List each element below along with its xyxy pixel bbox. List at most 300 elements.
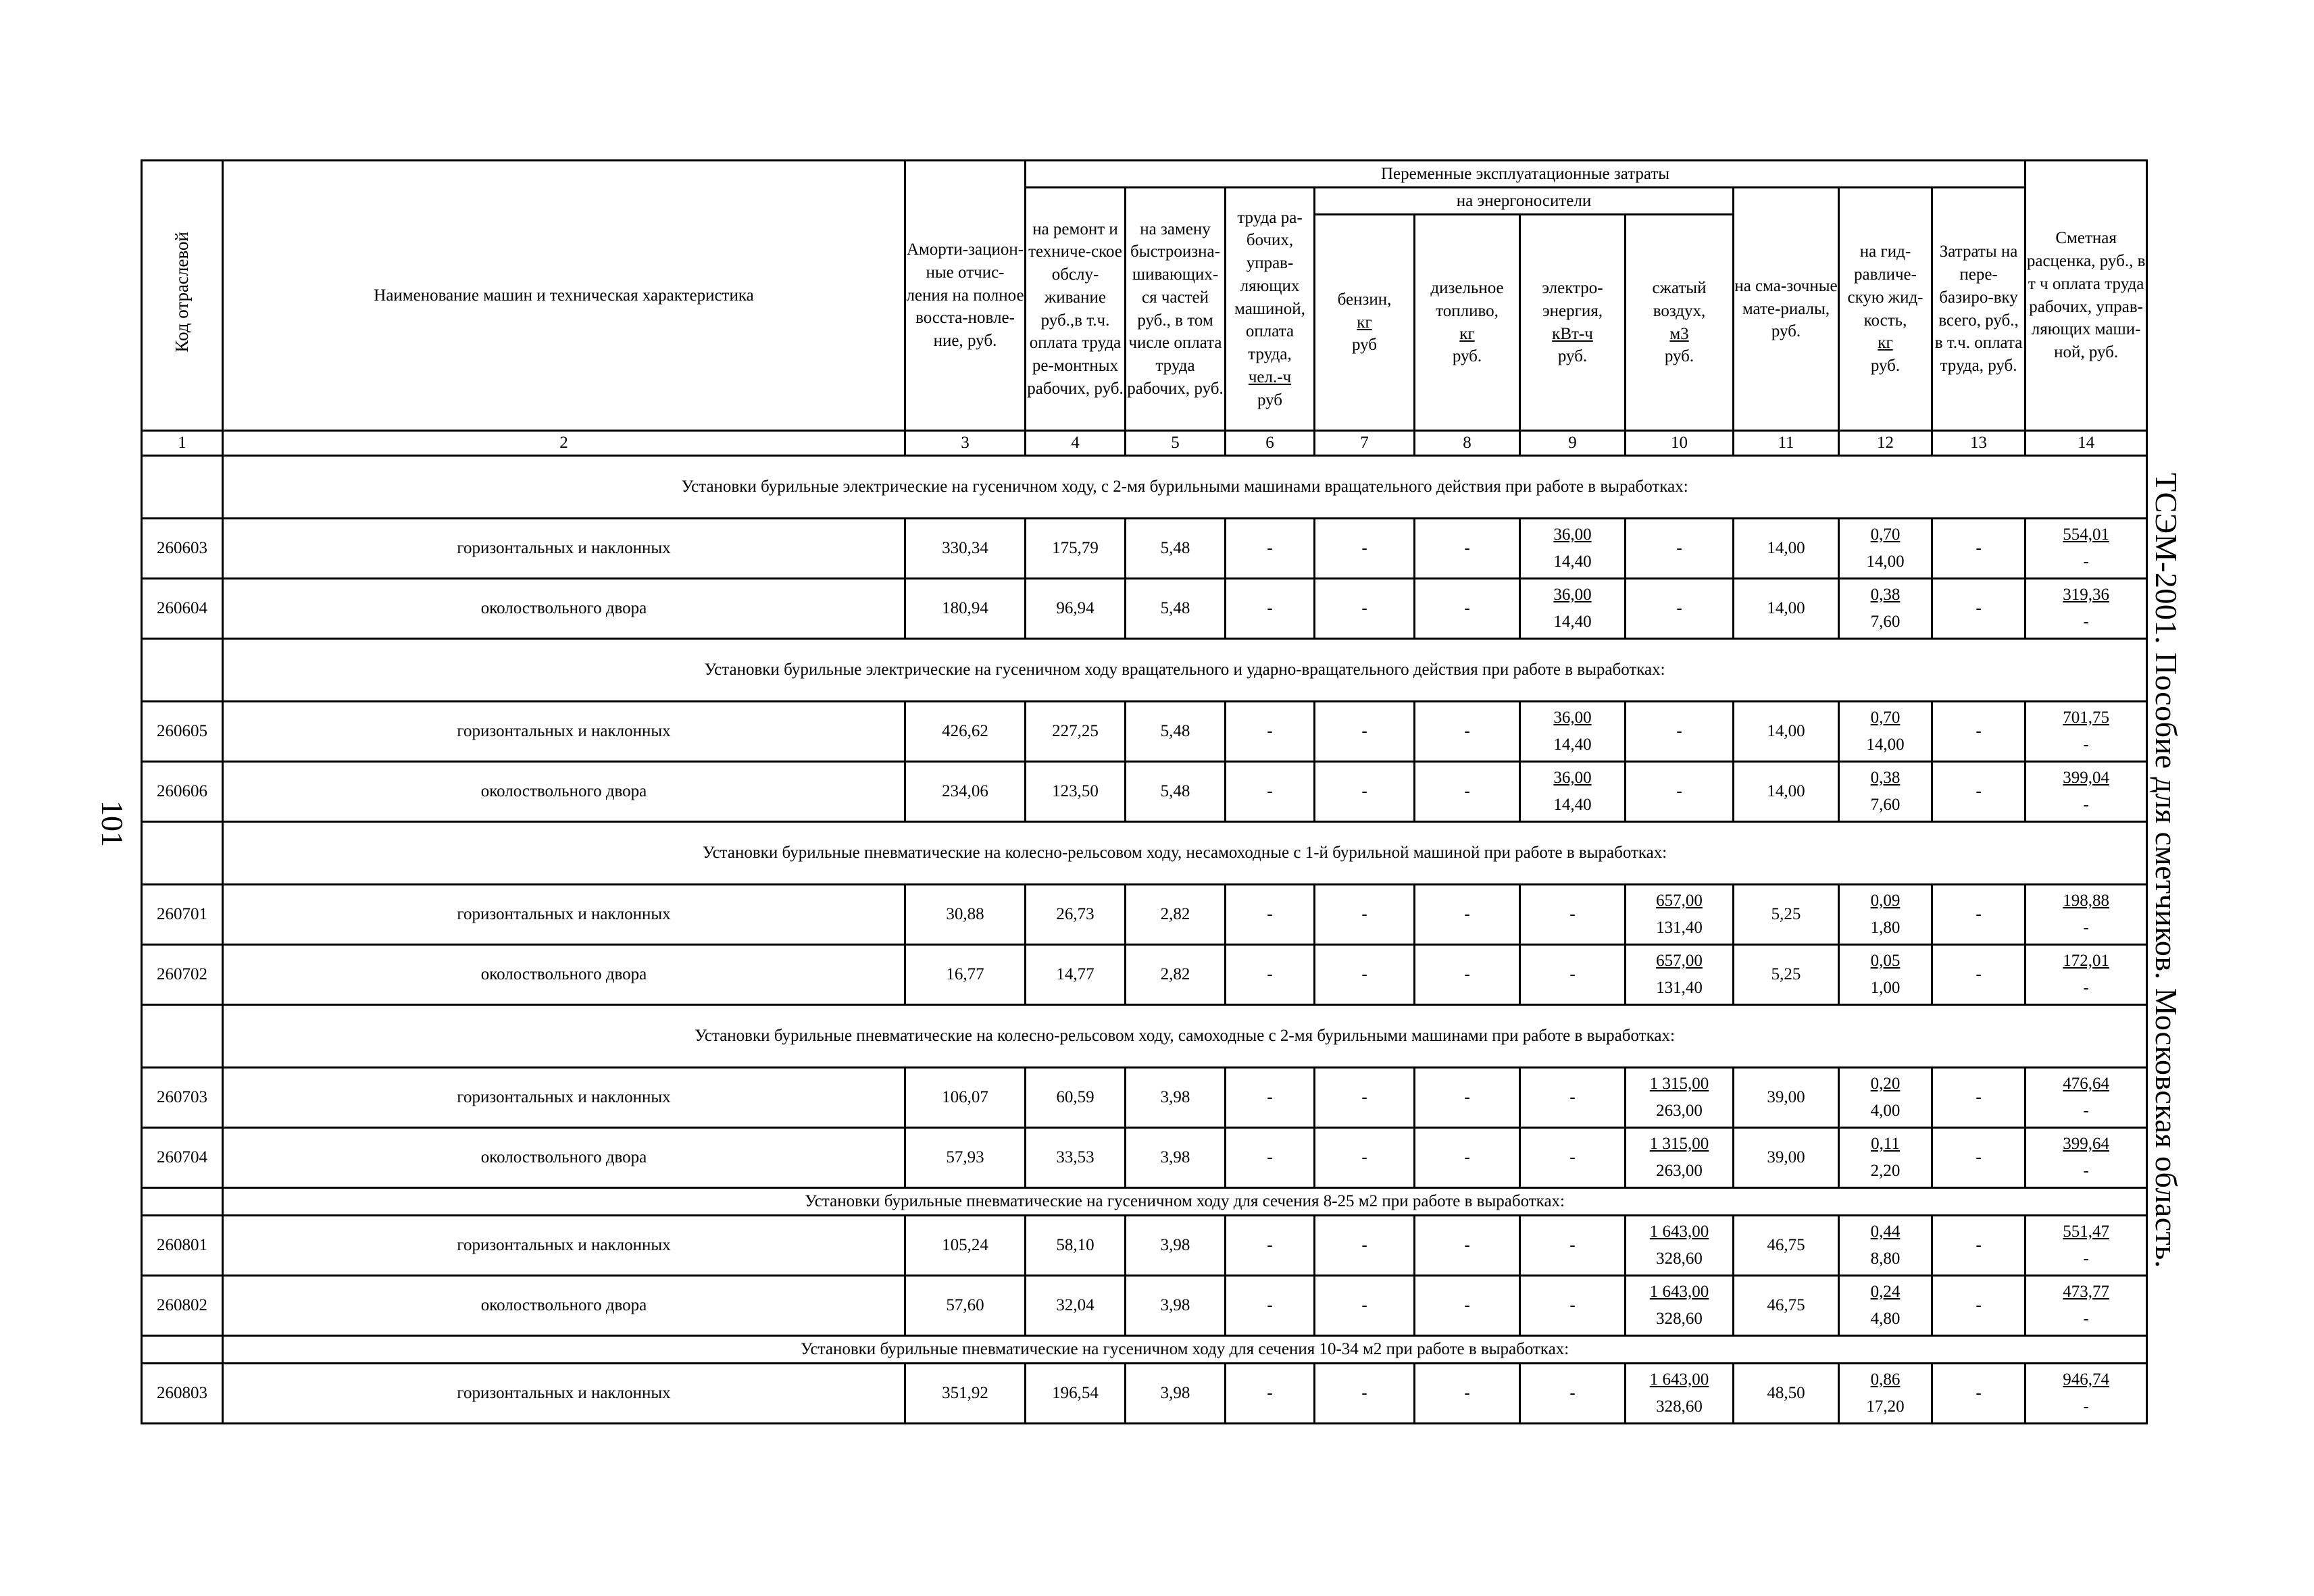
cell-wear-parts: 2,82 <box>1126 884 1226 944</box>
cell-estimate-bottom: - <box>2083 918 2089 937</box>
cell-relocation: - <box>1932 701 2026 761</box>
cell-labor: - <box>1226 1363 1315 1423</box>
cell-electricity-top: 36,00 <box>1553 768 1592 787</box>
table-row <box>142 518 2147 578</box>
cell-estimate-top: 476,64 <box>2063 1074 2109 1093</box>
cell-hydraulic-top: 0,44 <box>1870 1222 1901 1241</box>
cell-hydraulic-fraction <box>1871 1131 1901 1185</box>
cell-electricity-fraction <box>1569 961 1575 988</box>
cell-labor: - <box>1226 884 1315 944</box>
cell-electricity <box>1520 1067 1626 1127</box>
cell-estimate-fraction <box>2063 704 2109 758</box>
cell-diesel: - <box>1415 884 1520 944</box>
cell-wear-parts: 5,48 <box>1126 701 1226 761</box>
cell-electricity <box>1520 1215 1626 1275</box>
cell-diesel: - <box>1415 1127 1520 1187</box>
cell-hydraulic <box>1839 701 1932 761</box>
cell-estimate-bottom: - <box>2083 735 2089 754</box>
table-row <box>142 884 2147 944</box>
table-row <box>142 1127 2147 1187</box>
cell-amortization: 57,60 <box>905 1275 1026 1335</box>
cell-amortization: 330,34 <box>905 518 1026 578</box>
cell-labor: - <box>1226 701 1315 761</box>
cell-hydraulic-bottom: 2,20 <box>1870 1161 1901 1180</box>
header-electricity: электро-энергия, кВт-ч руб. <box>1520 215 1626 431</box>
cell-compressed-air <box>1626 518 1734 578</box>
cell-lubricants: 14,00 <box>1734 578 1839 638</box>
cell-compressed-air-top: 657,00 <box>1656 951 1703 970</box>
cell-estimate-fraction <box>2063 1071 2109 1125</box>
header-estimate: Сметная расценка, руб., в т ч оплата труда рабочих, управ-ляющих маши- ной, руб. <box>2026 161 2147 431</box>
cell-hydraulic-bottom: 1,80 <box>1870 918 1901 937</box>
cell-electricity-top: - <box>1569 1087 1576 1106</box>
cell-repair: 14,77 <box>1026 944 1126 1004</box>
cell-compressed-air <box>1626 578 1734 638</box>
cell-hydraulic-bottom: 14,00 <box>1866 552 1905 571</box>
cell-hydraulic-bottom: 17,20 <box>1866 1397 1905 1416</box>
cell-name: околоствольного двора <box>223 761 905 821</box>
section-header-row <box>142 1335 2147 1363</box>
header-gasoline: бензин, кг руб <box>1315 215 1415 431</box>
cell-compressed-air-bottom: 328,60 <box>1656 1249 1703 1268</box>
cell-estimate-bottom: - <box>2083 612 2089 631</box>
cell-estimate-fraction <box>2063 887 2109 942</box>
cell-compressed-air-fraction <box>1656 887 1703 942</box>
cell-hydraulic-fraction <box>1871 1218 1901 1272</box>
cell-compressed-air-top: 1 315,00 <box>1649 1134 1709 1153</box>
table-row <box>142 578 2147 638</box>
cell-hydraulic-fraction <box>1866 704 1904 758</box>
cell-hydraulic-fraction <box>1871 887 1901 942</box>
cell-hydraulic-bottom: 14,00 <box>1866 735 1905 754</box>
cell-name: горизонтальных и наклонных <box>223 1363 905 1423</box>
header-diesel: дизельное топливо, кг руб. <box>1415 215 1520 431</box>
cell-labor: - <box>1226 518 1315 578</box>
cell-estimate-top: 319,36 <box>2063 585 2109 604</box>
cell-lubricants: 14,00 <box>1734 761 1839 821</box>
cell-gasoline: - <box>1315 1275 1415 1335</box>
cell-compressed-air-top: 1 315,00 <box>1649 1074 1709 1093</box>
cell-gasoline: - <box>1315 1067 1415 1127</box>
cell-diesel: - <box>1415 518 1520 578</box>
cell-repair: 26,73 <box>1026 884 1126 944</box>
cell-name: околоствольного двора <box>223 578 905 638</box>
cell-gasoline: - <box>1315 1215 1415 1275</box>
cell-amortization: 30,88 <box>905 884 1026 944</box>
col-number: 5 <box>1126 431 1226 456</box>
cell-hydraulic-top: 0,09 <box>1870 891 1901 910</box>
cell-name: околоствольного двора <box>223 1275 905 1335</box>
cell-compressed-air-fraction <box>1676 595 1682 622</box>
section-code-cell <box>142 1004 223 1067</box>
cell-hydraulic <box>1839 884 1932 944</box>
cell-hydraulic-top: 0,11 <box>1871 1134 1900 1153</box>
cell-compressed-air-top: - <box>1676 598 1682 617</box>
cell-labor: - <box>1226 944 1315 1004</box>
cell-estimate <box>2026 1363 2147 1423</box>
header-code: Код отраслевой <box>142 161 223 431</box>
cell-lubricants: 46,75 <box>1734 1275 1839 1335</box>
cell-repair: 58,10 <box>1026 1215 1126 1275</box>
cell-wear-parts: 2,82 <box>1126 944 1226 1004</box>
cell-diesel: - <box>1415 944 1520 1004</box>
cell-electricity-fraction <box>1553 521 1591 575</box>
cell-compressed-air-fraction <box>1650 1366 1709 1420</box>
header-wear-parts: на замену быстроизна-шивающих-ся частей руб., в том числе оплата труда рабочих, руб. <box>1126 188 1226 431</box>
cell-electricity-bottom: 14,40 <box>1553 612 1592 631</box>
cell-relocation: - <box>1932 944 2026 1004</box>
cell-electricity-fraction <box>1553 582 1591 636</box>
header-hydraulic: на гид-равличе-скую жид-кость, кг руб. <box>1839 188 1932 431</box>
cell-code: 260801 <box>142 1215 223 1275</box>
cell-estimate-top: 198,88 <box>2063 891 2109 910</box>
cell-repair: 33,53 <box>1026 1127 1126 1187</box>
header-relocation: Затраты на пере-базиро-вку всего, руб., в т.ч. оплата труда, руб. <box>1932 188 2026 431</box>
cell-hydraulic-bottom: 7,60 <box>1870 795 1901 814</box>
cell-estimate <box>2026 1275 2147 1335</box>
cell-name: горизонтальных и наклонных <box>223 701 905 761</box>
header-lubricants: на сма-зочные мате-риалы, руб. <box>1734 188 1839 431</box>
cell-hydraulic-fraction <box>1871 1071 1901 1125</box>
cell-code: 260604 <box>142 578 223 638</box>
cell-compressed-air <box>1626 944 1734 1004</box>
cell-hydraulic-top: 0,38 <box>1870 585 1901 604</box>
col-number: 8 <box>1415 431 1520 456</box>
cell-wear-parts: 5,48 <box>1126 578 1226 638</box>
cell-electricity-top: 36,00 <box>1553 585 1592 604</box>
col-number: 4 <box>1026 431 1126 456</box>
cell-compressed-air-fraction <box>1676 778 1682 805</box>
header-amortization: Аморти-зацион-ные отчис-ления на полное восста-новле-ние, руб. <box>905 161 1026 431</box>
cell-lubricants: 14,00 <box>1734 701 1839 761</box>
cell-estimate-top: 399,04 <box>2063 768 2109 787</box>
cell-amortization: 16,77 <box>905 944 1026 1004</box>
cell-gasoline: - <box>1315 761 1415 821</box>
cell-electricity <box>1520 1275 1626 1335</box>
cell-estimate <box>2026 1127 2147 1187</box>
cell-estimate <box>2026 944 2147 1004</box>
section-code-cell <box>142 455 223 518</box>
cell-hydraulic <box>1839 1067 1932 1127</box>
table-row <box>142 1275 2147 1335</box>
cell-compressed-air-fraction <box>1676 535 1682 562</box>
cell-code: 260603 <box>142 518 223 578</box>
cell-electricity-fraction <box>1569 1084 1575 1111</box>
col-number: 2 <box>223 431 905 456</box>
col-number: 7 <box>1315 431 1415 456</box>
cell-estimate-top: 554,01 <box>2063 525 2109 544</box>
cell-gasoline: - <box>1315 701 1415 761</box>
cell-electricity <box>1520 1363 1626 1423</box>
cell-hydraulic-bottom: 4,80 <box>1870 1309 1901 1328</box>
cell-electricity-top: - <box>1569 964 1576 983</box>
cell-lubricants: 14,00 <box>1734 518 1839 578</box>
cell-compressed-air-fraction <box>1650 1131 1709 1185</box>
cell-estimate-fraction <box>2063 1218 2109 1272</box>
cell-lubricants: 5,25 <box>1734 944 1839 1004</box>
section-title: Установки бурильные пневматические на колесно-рельсовом ходу, самоходные с 2-мя бурильными машинами при работе в выработках: <box>223 1004 2147 1067</box>
cell-hydraulic-fraction <box>1866 521 1904 575</box>
side-title: ТСЭМ-2001. Пособие для сметчиков. Московская область. <box>2149 473 2184 1268</box>
section-code-cell <box>142 1187 223 1215</box>
header-labor: труда ра-бочих, управ-ляющих машиной, оплата труда, чел.-ч руб <box>1226 188 1315 431</box>
table-row <box>142 761 2147 821</box>
table-row <box>142 1215 2147 1275</box>
cell-compressed-air-bottom: 328,60 <box>1656 1397 1703 1416</box>
cell-estimate <box>2026 761 2147 821</box>
cell-estimate-fraction <box>2063 948 2109 1002</box>
cell-amortization: 234,06 <box>905 761 1026 821</box>
cell-hydraulic-top: 0,38 <box>1870 768 1901 787</box>
col-number: 14 <box>2026 431 2147 456</box>
cell-electricity <box>1520 518 1626 578</box>
cell-amortization: 426,62 <box>905 701 1026 761</box>
cell-wear-parts: 3,98 <box>1126 1215 1226 1275</box>
cell-hydraulic-top: 0,86 <box>1870 1370 1901 1389</box>
cell-hydraulic-bottom: 1,00 <box>1870 978 1901 997</box>
cell-estimate-top: 946,74 <box>2063 1370 2109 1389</box>
cell-wear-parts: 5,48 <box>1126 761 1226 821</box>
cell-electricity-fraction <box>1569 1144 1575 1171</box>
header-compressed-air: сжатый воздух, м3 руб. <box>1626 215 1734 431</box>
col-number: 9 <box>1520 431 1626 456</box>
rates-table <box>141 159 2148 1424</box>
section-header-row <box>142 821 2147 884</box>
cell-hydraulic-top: 0,05 <box>1870 951 1901 970</box>
cell-relocation: - <box>1932 1215 2026 1275</box>
cell-estimate-fraction <box>2063 1366 2109 1420</box>
cell-estimate <box>2026 578 2147 638</box>
cell-amortization: 351,92 <box>905 1363 1026 1423</box>
cell-code: 260701 <box>142 884 223 944</box>
cell-compressed-air <box>1626 1067 1734 1127</box>
cell-estimate <box>2026 1067 2147 1127</box>
section-title: Установки бурильные пневматические на колесно-рельсовом ходу, несамоходные с 1-й бурильной машиной при работе в выработках: <box>223 821 2147 884</box>
header-repair: на ремонт и техниче-ское обслу-живание руб.,в т.ч. оплата труда ре-монтных рабочих, руб. <box>1026 188 1126 431</box>
cell-diesel: - <box>1415 1067 1520 1127</box>
cell-electricity-fraction <box>1553 765 1591 819</box>
col-number: 13 <box>1932 431 2026 456</box>
cell-estimate-top: 399,64 <box>2063 1134 2109 1153</box>
cell-hydraulic <box>1839 1275 1932 1335</box>
cell-gasoline: - <box>1315 944 1415 1004</box>
header-energy: на энергоносители <box>1315 188 1734 215</box>
cell-relocation: - <box>1932 1275 2026 1335</box>
cell-relocation: - <box>1932 884 2026 944</box>
cell-compressed-air-fraction <box>1650 1279 1709 1333</box>
cell-compressed-air <box>1626 701 1734 761</box>
cell-wear-parts: 5,48 <box>1126 518 1226 578</box>
cell-amortization: 180,94 <box>905 578 1026 638</box>
cell-estimate-fraction <box>2063 1131 2109 1185</box>
page-number: 101 <box>95 800 130 847</box>
cell-estimate-bottom: - <box>2083 552 2089 571</box>
cell-compressed-air-bottom: 328,60 <box>1656 1309 1703 1328</box>
cell-repair: 32,04 <box>1026 1275 1126 1335</box>
cell-estimate-bottom: - <box>2083 1249 2089 1268</box>
cell-relocation: - <box>1932 578 2026 638</box>
cell-electricity <box>1520 701 1626 761</box>
cell-estimate-top: 551,47 <box>2063 1222 2109 1241</box>
cell-electricity <box>1520 761 1626 821</box>
cell-labor: - <box>1226 761 1315 821</box>
cell-electricity <box>1520 944 1626 1004</box>
cell-electricity-top: 36,00 <box>1553 708 1592 727</box>
cell-code: 260702 <box>142 944 223 1004</box>
cell-hydraulic <box>1839 578 1932 638</box>
cell-name: горизонтальных и наклонных <box>223 1067 905 1127</box>
section-header-row <box>142 1004 2147 1067</box>
col-number: 10 <box>1626 431 1734 456</box>
cell-diesel: - <box>1415 701 1520 761</box>
header-variable-costs: Переменные эксплуатационные затраты <box>1026 161 2026 188</box>
cell-lubricants: 48,50 <box>1734 1363 1839 1423</box>
cell-estimate-bottom: - <box>2083 1397 2089 1416</box>
cell-code: 260605 <box>142 701 223 761</box>
cell-electricity <box>1520 884 1626 944</box>
cell-compressed-air-top: 1 643,00 <box>1649 1282 1709 1301</box>
cell-repair: 196,54 <box>1026 1363 1126 1423</box>
cell-hydraulic-top: 0,24 <box>1870 1282 1901 1301</box>
cell-code: 260802 <box>142 1275 223 1335</box>
cell-relocation: - <box>1932 1127 2026 1187</box>
cell-compressed-air-top: 657,00 <box>1656 891 1703 910</box>
cell-electricity-fraction <box>1569 1232 1575 1259</box>
cell-electricity-bottom: 14,40 <box>1553 795 1592 814</box>
section-title: Установки бурильные электрические на гусеничном ходу вращательного и ударно-вращательного действия при работе в выработках: <box>223 638 2147 701</box>
cell-gasoline: - <box>1315 884 1415 944</box>
cell-compressed-air <box>1626 1275 1734 1335</box>
cell-lubricants: 39,00 <box>1734 1067 1839 1127</box>
cell-labor: - <box>1226 1127 1315 1187</box>
cell-compressed-air-top: 1 643,00 <box>1649 1370 1709 1389</box>
cell-relocation: - <box>1932 518 2026 578</box>
cell-labor: - <box>1226 578 1315 638</box>
cell-estimate-fraction <box>2063 521 2109 575</box>
cell-estimate-bottom: - <box>2083 1161 2089 1180</box>
table-row <box>142 944 2147 1004</box>
cell-name: горизонтальных и наклонных <box>223 518 905 578</box>
cell-hydraulic-top: 0,20 <box>1870 1074 1901 1093</box>
col-number: 6 <box>1226 431 1315 456</box>
cell-electricity-top: 36,00 <box>1553 525 1592 544</box>
cell-hydraulic <box>1839 761 1932 821</box>
cell-compressed-air-top: - <box>1676 721 1682 740</box>
cell-compressed-air-bottom: 131,40 <box>1656 978 1703 997</box>
cell-estimate-bottom: - <box>2083 1101 2089 1120</box>
table-row <box>142 1067 2147 1127</box>
cell-diesel: - <box>1415 578 1520 638</box>
cell-hydraulic <box>1839 518 1932 578</box>
cell-wear-parts: 3,98 <box>1126 1067 1226 1127</box>
cell-estimate-top: 473,77 <box>2063 1282 2109 1301</box>
section-title: Установки бурильные пневматические на гусеничном ходу для сечения 8-25 м2 при работе в выработках: <box>223 1187 2147 1215</box>
cell-code: 260606 <box>142 761 223 821</box>
cell-amortization: 105,24 <box>905 1215 1026 1275</box>
cell-compressed-air <box>1626 761 1734 821</box>
cell-repair: 60,59 <box>1026 1067 1126 1127</box>
cell-diesel: - <box>1415 1215 1520 1275</box>
cell-code: 260704 <box>142 1127 223 1187</box>
cell-relocation: - <box>1932 1363 2026 1423</box>
table-row <box>142 1363 2147 1423</box>
cell-lubricants: 5,25 <box>1734 884 1839 944</box>
cell-electricity-top: - <box>1569 1383 1576 1402</box>
cell-compressed-air <box>1626 1215 1734 1275</box>
cell-repair: 96,94 <box>1026 578 1126 638</box>
cell-name: околоствольного двора <box>223 1127 905 1187</box>
table-row <box>142 701 2147 761</box>
section-code-cell <box>142 638 223 701</box>
section-header-row <box>142 1187 2147 1215</box>
section-code-cell <box>142 1335 223 1363</box>
cell-hydraulic-top: 0,70 <box>1870 525 1901 544</box>
cell-relocation: - <box>1932 1067 2026 1127</box>
cell-compressed-air <box>1626 1127 1734 1187</box>
cell-electricity-bottom: 14,40 <box>1553 735 1592 754</box>
cell-diesel: - <box>1415 761 1520 821</box>
cell-estimate-fraction <box>2063 582 2109 636</box>
cell-estimate <box>2026 1215 2147 1275</box>
cell-electricity-fraction <box>1569 1292 1575 1319</box>
table-body <box>142 455 2147 1423</box>
cell-hydraulic-fraction <box>1871 765 1901 819</box>
section-title: Установки бурильные пневматические на гусеничном ходу для сечения 10-34 м2 при работе в выработках: <box>223 1335 2147 1363</box>
cell-estimate-bottom: - <box>2083 1309 2089 1328</box>
cell-compressed-air-top: - <box>1676 538 1682 557</box>
section-header-row <box>142 455 2147 518</box>
cell-amortization: 106,07 <box>905 1067 1026 1127</box>
cell-estimate-top: 172,01 <box>2063 951 2109 970</box>
cell-name: горизонтальных и наклонных <box>223 884 905 944</box>
cell-code: 260803 <box>142 1363 223 1423</box>
cell-hydraulic-fraction <box>1866 1366 1904 1420</box>
cell-electricity-bottom: 14,40 <box>1553 552 1592 571</box>
cell-electricity-top: - <box>1569 904 1576 923</box>
cell-wear-parts: 3,98 <box>1126 1127 1226 1187</box>
cell-labor: - <box>1226 1215 1315 1275</box>
cell-relocation: - <box>1932 761 2026 821</box>
cell-electricity-fraction <box>1569 901 1575 928</box>
cell-electricity-top: - <box>1569 1235 1576 1254</box>
cell-hydraulic <box>1839 1127 1932 1187</box>
cell-hydraulic <box>1839 944 1932 1004</box>
cell-hydraulic <box>1839 1363 1932 1423</box>
cell-compressed-air-fraction <box>1676 718 1682 745</box>
cell-compressed-air <box>1626 1363 1734 1423</box>
cell-name: околоствольного двора <box>223 944 905 1004</box>
cell-diesel: - <box>1415 1363 1520 1423</box>
cell-gasoline: - <box>1315 578 1415 638</box>
section-title: Установки бурильные электрические на гусеничном ходу, с 2-мя бурильными машинами вращательного действия при работе в выработках: <box>223 455 2147 518</box>
cell-compressed-air-top: 1 643,00 <box>1649 1222 1709 1241</box>
cell-hydraulic-fraction <box>1871 1279 1901 1333</box>
cell-compressed-air-fraction <box>1656 948 1703 1002</box>
cell-amortization: 57,93 <box>905 1127 1026 1187</box>
cell-lubricants: 46,75 <box>1734 1215 1839 1275</box>
cell-wear-parts: 3,98 <box>1126 1275 1226 1335</box>
section-code-cell <box>142 821 223 884</box>
cell-gasoline: - <box>1315 1363 1415 1423</box>
cell-hydraulic-bottom: 7,60 <box>1870 612 1901 631</box>
cell-estimate <box>2026 884 2147 944</box>
cell-electricity-fraction <box>1553 704 1591 758</box>
cell-wear-parts: 3,98 <box>1126 1363 1226 1423</box>
cell-estimate-bottom: - <box>2083 795 2089 814</box>
cell-estimate <box>2026 518 2147 578</box>
cell-gasoline: - <box>1315 518 1415 578</box>
cell-lubricants: 39,00 <box>1734 1127 1839 1187</box>
